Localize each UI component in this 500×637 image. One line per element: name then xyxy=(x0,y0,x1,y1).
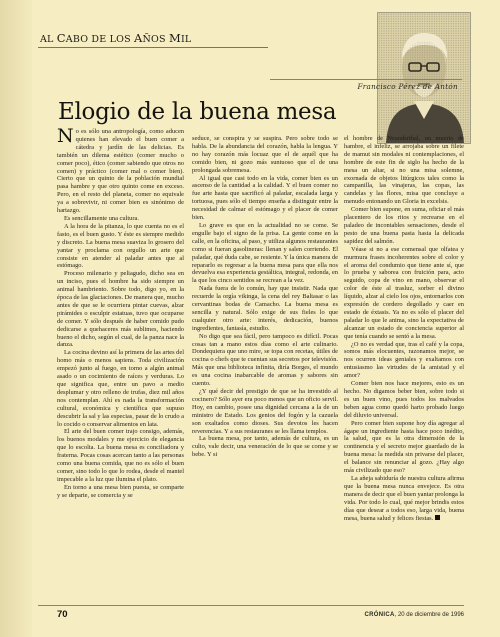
portrait-illustration xyxy=(378,13,470,143)
section-prefix: AL xyxy=(40,34,57,45)
paragraph-text: o es sólo una antropología, como aducen quienes han elevado el buen comer a cátedra y jardín de las delicias. Es también un dilema estético (comer mucho o comer poco), ético (comer sabiendo que otros no comen) y práctico (comer mal o comer bien). Cierto que un quinto de la población mundial pasa hambre y que otro quinto come en exceso. Pero, en el resto del planeta, comer no equivale ya a sobrevivir, ni comer bien es sinónimo de hartazgo. xyxy=(57,128,184,215)
paragraph: ¿Y qué decir del prestigio de que se ha investido al cocinero? Sólo ayer era poco menos que un oficio servil. Hoy, en cambio, posee una dignidad cercana a la de un ministro de Estado. Los genios del fogón y la cazuela son exaltados como dioses. Sus devotos les hacen reverencias. Y a sus restauranes se les llama templos. xyxy=(192,388,338,435)
paragraph: El arte del buen comer trajo consigo, además, los buenos modales y me ejercicio de elegancia que lo escolta. La buena mesa es conciliadora y fraterna. Pocas cosas acercan tanto a las personas como una buena comida, que no es sólo el buen comer, sino todo lo que lo rodea, desde el mantel impecable a la luz que ilumina el plato. xyxy=(57,428,184,483)
paragraph xyxy=(344,475,464,522)
paragraph: La buena mesa, por tanto, además de cultura, es un culto, vale decir, una veneración de lo que se come y se bebe. Y si xyxy=(192,435,338,459)
paragraph-text: La añeja sabiduría de nuestra cultura afirma que la buena mesa nunca envejece. Es otra manera de decir que el buen yantar prolonga la vida. Por todo lo cual, qué mejor brindis estos días que desear a todos eso, larga vida, buena mesa, buena salud y felices fiestas. xyxy=(344,474,464,522)
section-word-2: ÑOS xyxy=(142,34,169,45)
paragraph: Lo grave es que en la actualidad no se come. Se engulle bajo el signo de la prisa. La gente come en la calle, en la oficina, al paso, y utiliza algunos restaurantes como si fueran gasolineras: llenan y salen corriendo. El paladar, qué duda cabe, se resiente. Y la única manera de repararlo es regresar a la buena mesa para que ella nos devuelva esa experiencia gestáltica, integral, redonda, en la que los cinco sentidos se recrean a la vez. xyxy=(192,221,338,285)
paragraph: No digo que sea fácil, pero tampoco es difícil. Pocas cosas tan a mano estos días como el arte culinario. Dondequiera que uno mire, se topa con recetas, útiles de cocina o chefs que te cuentan sus secretos por televisión. Más que una biblioteca infinita, diría Borges, el mundo es una cocina inabarcable de aromas y sabores sin cuento. xyxy=(192,332,338,388)
author-name: Francisco Pérez de Antón xyxy=(357,82,458,91)
footer-rule xyxy=(38,605,464,606)
paragraph: Es sencillamente una cultura. xyxy=(64,214,139,222)
page-number: 70 xyxy=(57,609,68,620)
section-initial-1: C xyxy=(56,31,66,45)
section-initial-2: A xyxy=(134,31,143,45)
page-edge-shadow xyxy=(0,0,32,637)
section-header xyxy=(40,31,191,45)
paragraph: Véase si no a ese comensal que olfatea y murmura frases incoherentes sobre el color y el aroma del condumio que tiene ante sí, que lo prueba y saborea con fruición para, acto seguido, copa de vino en mano, observar el color de éste al trasluz, sorber el divino líquido, alzar al cielo los ojos, entornarlos con expresión de cordero degollado y caer en estado de éxtasis. Ya no es sólo el placer del paladar lo que le anima, sino la expectativa de alcanzar un estado de conciencia superior al que tenía cuando se sentó a la mesa. xyxy=(344,245,464,340)
paragraph: La cocina devino así la primera de las artes del homo más o menos sapiens. Toda civilización empezó junto al fuego, en torno a algún animal asado o un cocimiento de raíces y verduras. Lo que significa que, entre un pavo a medio desplumar y otro relleno de trufas, diez mil años nos contemplan. Ahí es nada la transformación cultural, económica y científica que supuso descubrir la sal y las especias, pasar de lo crudo a lo cocido o conservar alimentos en lata. xyxy=(57,349,184,428)
publication-date: , 20 de diciembre de 1996 xyxy=(394,612,464,618)
paragraph: Comer bien nos hace mejores, esto es un hecho. No digamos beber bien, sobre todo si es un buen vino, pues todos los malvados beben agua como quedó harto probado luego del diluvio universal. xyxy=(344,380,464,419)
section-initial-3: M xyxy=(168,31,181,45)
author-rule xyxy=(270,79,462,80)
paragraph: Comer bien supone, en suma, oficiar el más placentero de los ritos y recrearse en el paladeo de incontables sensaciones, desde el pesto de una buena pasta hasta la delicada sapidez del salmón. xyxy=(344,206,464,245)
paragraph: En torno a una mesa bien puesta, se comparte y se departe, se comercia y se xyxy=(57,483,184,499)
paragraph: el hombre de Neanderthal, un muerto de hambre, el infeliz, se arrojaba sobre un filete de mamut sin modales ni contemplaciones, el hombre de este fin de siglo ha hecho de la mesa un altar, si no una misa solemne, exornada de objetos litúrgicos tales como la campanilla, las vinajeras, las copas, las candelas y las flores, misa que concluye a menudo entonando un Gloria in excelsis. xyxy=(344,135,464,206)
author-portrait-photo xyxy=(377,12,471,144)
section-word-1: ABO DE LOS xyxy=(65,34,135,45)
article-column-2 xyxy=(192,135,338,596)
publication-name: CRÓNICA xyxy=(364,612,395,618)
publication-line xyxy=(365,612,465,618)
paragraph: Pero comer bien supone hoy día agregar al ágape un ingrediente hasta hace poco inédito, la salud, que es la otra dimensión de la continencia y el secreto mejor guardado de la buena mesa: la medida sin privarse del placer, el balance sin renunciar al gozo. ¿Hay algo más civilizado que eso? xyxy=(344,419,464,475)
article-column-3 xyxy=(344,135,464,596)
end-of-article-mark xyxy=(435,515,440,520)
drop-cap: N xyxy=(57,128,74,147)
paragraph: Proceso milenario y peliagudo, dicho sea en un inciso, pues el hombre ha sido siempre un animal hambriento. Sobre todo, digo yo, en la época de las glaciaciones. De manera que, mucho antes de que se le ocurriera pintar cuevas, alzar pirámides o esculpir estatuas, tuvo que ocuparse de comer. Y sólo después de haber comido pudo dedicarse a quehaceres más sublimes, haciendo bueno el dicho, según el cual, de la panza nace la danza. xyxy=(57,270,184,349)
paragraph: Al igual que casi todo en la vida, comer bien es un ascenso de la cantidad a la calidad. Y el buen comer no fue arte hasta que sacrificó al paladar, escalada larga y tortuosa, pues sólo el tiempo enseña a distinguir entre la necesidad de calmar el estómago y el placer de comer bien. xyxy=(192,174,338,222)
paragraph xyxy=(57,128,184,215)
paragraph: ¿O no es verdad que, tras el café y la copa, somos más elocuentes, razonamos mejor, se nos ocurren ideas geniales y exaltamos con entusiasmo las virtudes de la amistad y el amor? xyxy=(344,340,464,380)
paragraph: seduce, se conspira y se suspira. Pero sobre todo se habla. De la abundancia del corazón, habla la lengua. Y no hay corazón más locuaz que el de aquél que ha comido bien, ni gozo más suntuoso que el de una prolongada sobremesa. xyxy=(192,135,338,174)
article-column-1 xyxy=(57,128,184,596)
paragraph: Nada fuera de lo común, hay que insistir. Nada que recuerde la orgía vikinga, la cena del rey Baltasar o las cervantinas bodas de Camacho. La buena mesa es sencilla y natural. Sólo exige de sus fieles lo que cualquier otro arte: interés, dedicación, buenos ingredientes, fantasía, estudio. xyxy=(192,285,338,332)
article-headline: Elogio de la buena mesa xyxy=(58,99,337,125)
paragraph: A la hora de la pitanza, lo que cuenta no es el fasto, es el buen gusto. Y éste es siempre medido y discreto. La buena mesa suaviza lo grosero del yantar y proclama con orgullo un arte que consiste en atender al paladar antes que al estómago. xyxy=(57,222,184,270)
header-rule xyxy=(38,47,268,48)
section-word-3: IL xyxy=(180,34,192,45)
